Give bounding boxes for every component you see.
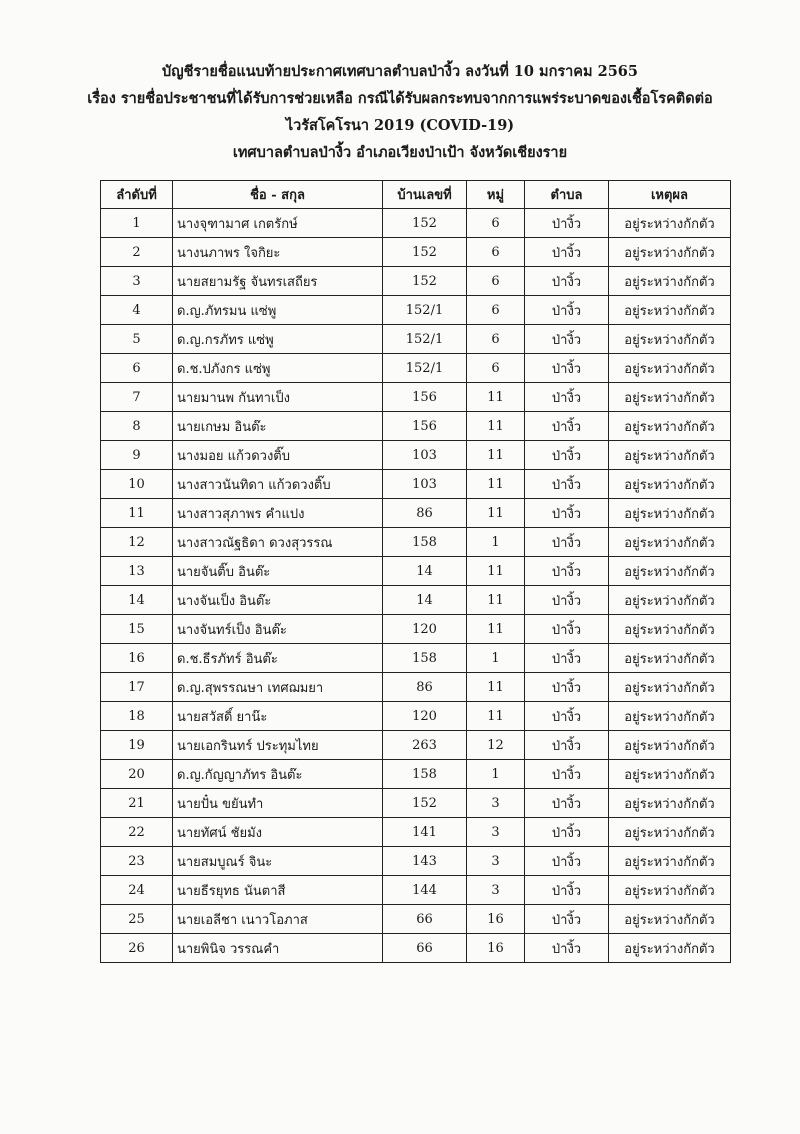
row-house-number: 152 — [383, 238, 467, 267]
row-moo: 3 — [467, 876, 525, 905]
row-house-number: 14 — [383, 586, 467, 615]
row-order: 2 — [101, 238, 173, 267]
row-order: 18 — [101, 702, 173, 731]
row-order: 1 — [101, 209, 173, 238]
row-tambon: ป่างิ้ว — [525, 470, 609, 499]
row-moo: 3 — [467, 789, 525, 818]
row-tambon: ป่างิ้ว — [525, 905, 609, 934]
table-row — [101, 209, 731, 238]
row-house-number: 103 — [383, 441, 467, 470]
row-reason: อยู่ระหว่างกักตัว — [609, 238, 731, 267]
row-house-number: 152 — [383, 789, 467, 818]
table-row — [101, 818, 731, 847]
table-row — [101, 789, 731, 818]
row-moo: 11 — [467, 470, 525, 499]
row-house-number: 120 — [383, 702, 467, 731]
row-order: 10 — [101, 470, 173, 499]
row-name: นางสาวสุภาพร คำแปง — [173, 499, 383, 528]
row-reason: อยู่ระหว่างกักตัว — [609, 876, 731, 905]
row-tambon: ป่างิ้ว — [525, 586, 609, 615]
row-name: ด.ช.ธีรภัทร์ อินต๊ะ — [173, 644, 383, 673]
table-row — [101, 673, 731, 702]
row-house-number: 156 — [383, 412, 467, 441]
column-header-order: ลำดับที่ — [101, 181, 173, 209]
row-order: 21 — [101, 789, 173, 818]
row-order: 15 — [101, 615, 173, 644]
row-moo: 12 — [467, 731, 525, 760]
row-tambon: ป่างิ้ว — [525, 325, 609, 354]
header-line-4: เทศบาลตำบลป่างิ้ว อำเภอเวียงป่าเป้า จังหวัดเชียงราย — [232, 144, 568, 161]
row-name: นางมอย แก้วดวงติ๊บ — [173, 441, 383, 470]
table-row — [101, 296, 731, 325]
row-reason: อยู่ระหว่างกักตัว — [609, 267, 731, 296]
row-house-number: 152/1 — [383, 296, 467, 325]
table-row — [101, 644, 731, 673]
row-house-number: 152/1 — [383, 354, 467, 383]
row-tambon: ป่างิ้ว — [525, 934, 609, 963]
row-house-number: 120 — [383, 615, 467, 644]
row-name: นางจันเป็ง อินต๊ะ — [173, 586, 383, 615]
row-reason: อยู่ระหว่างกักตัว — [609, 905, 731, 934]
row-tambon: ป่างิ้ว — [525, 209, 609, 238]
row-house-number: 66 — [383, 905, 467, 934]
row-moo: 11 — [467, 441, 525, 470]
row-order: 11 — [101, 499, 173, 528]
row-moo: 11 — [467, 673, 525, 702]
row-name: นายปั๋น ขยันทำ — [173, 789, 383, 818]
table-row — [101, 760, 731, 789]
table-body — [101, 209, 731, 963]
row-tambon: ป่างิ้ว — [525, 702, 609, 731]
row-name: นายสมบูณร์ จินะ — [173, 847, 383, 876]
row-order: 8 — [101, 412, 173, 441]
row-moo: 11 — [467, 412, 525, 441]
row-name: ด.ญ.สุพรรณษา เทศฌมยา — [173, 673, 383, 702]
row-reason: อยู่ระหว่างกักตัว — [609, 673, 731, 702]
row-tambon: ป่างิ้ว — [525, 557, 609, 586]
row-name: นายมานพ กันทาเป็ง — [173, 383, 383, 412]
row-name: นางสาวนันทิดา แก้วดวงติ๊บ — [173, 470, 383, 499]
row-tambon: ป่างิ้ว — [525, 267, 609, 296]
table-row — [101, 934, 731, 963]
row-moo: 3 — [467, 847, 525, 876]
row-tambon: ป่างิ้ว — [525, 499, 609, 528]
row-tambon: ป่างิ้ว — [525, 673, 609, 702]
header-line-1: บัญชีรายชื่อแนบท้ายประกาศเทศบาลตำบลป่างิ้ว ลงวันที่ 10 มกราคม 2565 — [162, 63, 638, 80]
row-order: 7 — [101, 383, 173, 412]
row-house-number: 144 — [383, 876, 467, 905]
table-row — [101, 905, 731, 934]
row-reason: อยู่ระหว่างกักตัว — [609, 557, 731, 586]
row-tambon: ป่างิ้ว — [525, 789, 609, 818]
row-name: นางนภาพร ใจกิยะ — [173, 238, 383, 267]
row-name: ด.ช.ปภังกร แซ่พู — [173, 354, 383, 383]
row-reason: อยู่ระหว่างกักตัว — [609, 760, 731, 789]
row-moo: 6 — [467, 325, 525, 354]
row-moo: 11 — [467, 615, 525, 644]
row-moo: 6 — [467, 296, 525, 325]
row-house-number: 86 — [383, 673, 467, 702]
row-reason: อยู่ระหว่างกักตัว — [609, 383, 731, 412]
row-name: นายสยามรัฐ จันทรเสถียร — [173, 267, 383, 296]
row-house-number: 103 — [383, 470, 467, 499]
row-moo: 1 — [467, 528, 525, 557]
table-row — [101, 325, 731, 354]
recipient-table — [100, 180, 731, 963]
row-house-number: 141 — [383, 818, 467, 847]
row-order: 25 — [101, 905, 173, 934]
row-order: 22 — [101, 818, 173, 847]
row-name: นางจุฑามาศ เกตรักษ์ — [173, 209, 383, 238]
row-order: 20 — [101, 760, 173, 789]
table-header-row — [101, 181, 731, 209]
row-tambon: ป่างิ้ว — [525, 441, 609, 470]
table-row — [101, 238, 731, 267]
row-moo: 6 — [467, 209, 525, 238]
row-moo: 6 — [467, 238, 525, 267]
row-reason: อยู่ระหว่างกักตัว — [609, 644, 731, 673]
row-name: นางสาวณัฐธิดา ดวงสุวรรณ — [173, 528, 383, 557]
row-tambon: ป่างิ้ว — [525, 354, 609, 383]
row-moo: 11 — [467, 557, 525, 586]
row-moo: 1 — [467, 644, 525, 673]
row-moo: 11 — [467, 383, 525, 412]
row-name: นายเกษม อินต๊ะ — [173, 412, 383, 441]
row-order: 5 — [101, 325, 173, 354]
column-header-reason: เหตุผล — [609, 181, 731, 209]
row-moo: 11 — [467, 586, 525, 615]
table-row — [101, 702, 731, 731]
row-order: 13 — [101, 557, 173, 586]
header-line-2: เรื่อง รายชื่อประชาชนที่ได้รับการช่วยเหลือ กรณีได้รับผลกระทบจากการแพร่ระบาดของเชื้อโรคติดต่อ — [87, 90, 713, 107]
row-reason: อยู่ระหว่างกักตัว — [609, 702, 731, 731]
row-moo: 6 — [467, 354, 525, 383]
row-tambon: ป่างิ้ว — [525, 528, 609, 557]
row-house-number: 156 — [383, 383, 467, 412]
row-reason: อยู่ระหว่างกักตัว — [609, 209, 731, 238]
row-name: นายจันติ๊บ อินต๊ะ — [173, 557, 383, 586]
row-tambon: ป่างิ้ว — [525, 296, 609, 325]
table-row — [101, 267, 731, 296]
table-row — [101, 847, 731, 876]
row-reason: อยู่ระหว่างกักตัว — [609, 325, 731, 354]
row-reason: อยู่ระหว่างกักตัว — [609, 296, 731, 325]
row-tambon: ป่างิ้ว — [525, 644, 609, 673]
table-row — [101, 470, 731, 499]
row-order: 23 — [101, 847, 173, 876]
table-row — [101, 354, 731, 383]
table-row — [101, 586, 731, 615]
table-row — [101, 615, 731, 644]
row-moo: 11 — [467, 499, 525, 528]
row-name: นายพินิจ วรรณคำ — [173, 934, 383, 963]
row-order: 16 — [101, 644, 173, 673]
table-row — [101, 441, 731, 470]
row-reason: อยู่ระหว่างกักตัว — [609, 354, 731, 383]
document-header — [0, 58, 800, 166]
row-order: 3 — [101, 267, 173, 296]
table-row — [101, 731, 731, 760]
row-house-number: 143 — [383, 847, 467, 876]
column-header-house-number: บ้านเลขที่ — [383, 181, 467, 209]
row-moo: 6 — [467, 267, 525, 296]
row-reason: อยู่ระหว่างกักตัว — [609, 499, 731, 528]
row-name: นายเอลีชา เนาวโอภาส — [173, 905, 383, 934]
table-row — [101, 412, 731, 441]
column-header-tambon: ตำบล — [525, 181, 609, 209]
header-line-3: ไวรัสโคโรนา 2019 (COVID-19) — [285, 117, 515, 134]
row-name: ด.ญ.กัญญาภัทร อินต๊ะ — [173, 760, 383, 789]
row-house-number: 263 — [383, 731, 467, 760]
row-order: 24 — [101, 876, 173, 905]
table-row — [101, 876, 731, 905]
row-moo: 11 — [467, 702, 525, 731]
table-row — [101, 383, 731, 412]
row-order: 26 — [101, 934, 173, 963]
row-tambon: ป่างิ้ว — [525, 238, 609, 267]
row-name: นายเอกรินทร์ ประทุมไทย — [173, 731, 383, 760]
row-order: 19 — [101, 731, 173, 760]
row-reason: อยู่ระหว่างกักตัว — [609, 586, 731, 615]
row-house-number: 158 — [383, 760, 467, 789]
row-reason: อยู่ระหว่างกักตัว — [609, 847, 731, 876]
row-house-number: 66 — [383, 934, 467, 963]
table-row — [101, 528, 731, 557]
row-order: 12 — [101, 528, 173, 557]
row-name: นายทัศน์ ชัยมัง — [173, 818, 383, 847]
row-reason: อยู่ระหว่างกักตัว — [609, 731, 731, 760]
column-header-name: ชื่อ - สกุล — [173, 181, 383, 209]
row-house-number: 14 — [383, 557, 467, 586]
row-moo: 16 — [467, 934, 525, 963]
row-reason: อยู่ระหว่างกักตัว — [609, 412, 731, 441]
row-name: ด.ญ.กรภัทร แซ่พู — [173, 325, 383, 354]
row-reason: อยู่ระหว่างกักตัว — [609, 470, 731, 499]
row-order: 14 — [101, 586, 173, 615]
row-house-number: 152 — [383, 209, 467, 238]
table-row — [101, 557, 731, 586]
row-house-number: 152 — [383, 267, 467, 296]
row-order: 17 — [101, 673, 173, 702]
row-reason: อยู่ระหว่างกักตัว — [609, 615, 731, 644]
row-tambon: ป่างิ้ว — [525, 818, 609, 847]
row-house-number: 158 — [383, 644, 467, 673]
row-reason: อยู่ระหว่างกักตัว — [609, 441, 731, 470]
row-order: 9 — [101, 441, 173, 470]
row-tambon: ป่างิ้ว — [525, 847, 609, 876]
row-moo: 16 — [467, 905, 525, 934]
row-reason: อยู่ระหว่างกักตัว — [609, 818, 731, 847]
row-tambon: ป่างิ้ว — [525, 760, 609, 789]
row-order: 6 — [101, 354, 173, 383]
row-name: นายธีรยุทธ นันตาสี — [173, 876, 383, 905]
row-order: 4 — [101, 296, 173, 325]
row-name: นายสวัสดิ์ ยาน๊ะ — [173, 702, 383, 731]
row-house-number: 152/1 — [383, 325, 467, 354]
row-tambon: ป่างิ้ว — [525, 412, 609, 441]
row-tambon: ป่างิ้ว — [525, 731, 609, 760]
row-reason: อยู่ระหว่างกักตัว — [609, 934, 731, 963]
row-name: ด.ญ.ภัทรมน แซ่พู — [173, 296, 383, 325]
column-header-moo: หมู่ — [467, 181, 525, 209]
row-moo: 3 — [467, 818, 525, 847]
row-house-number: 158 — [383, 528, 467, 557]
row-moo: 1 — [467, 760, 525, 789]
table-row — [101, 499, 731, 528]
row-name: นางจันทร์เป็ง อินต๊ะ — [173, 615, 383, 644]
row-house-number: 86 — [383, 499, 467, 528]
row-reason: อยู่ระหว่างกักตัว — [609, 528, 731, 557]
row-tambon: ป่างิ้ว — [525, 383, 609, 412]
row-reason: อยู่ระหว่างกักตัว — [609, 789, 731, 818]
row-tambon: ป่างิ้ว — [525, 615, 609, 644]
row-tambon: ป่างิ้ว — [525, 876, 609, 905]
